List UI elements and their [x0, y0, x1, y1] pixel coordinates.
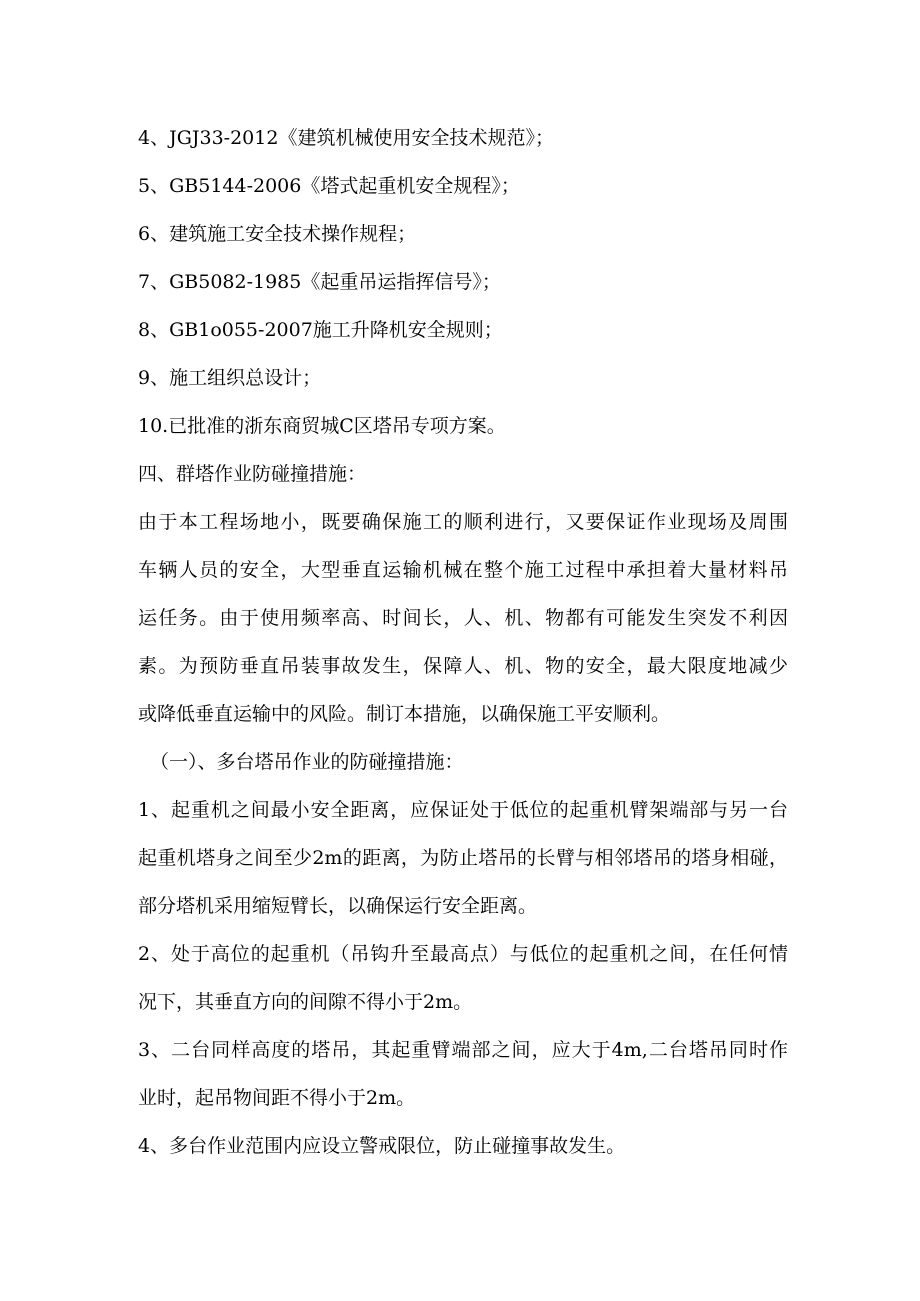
- measure-line: 4、多台作业范围内应设立警戒限位，防止碰撞事故发生。: [138, 1135, 626, 1157]
- section-heading: 四、群塔作业防碰撞措施：: [138, 463, 367, 485]
- paragraph-line: 由于本工程场地小，既要确保施工的顺利进行，又要保证作业现场及周围: [138, 511, 788, 533]
- paragraph-line: 素。为预防垂直吊装事故发生，保障人、机、物的安全，最大限度地减少: [138, 655, 788, 677]
- paragraph-line: 运任务。由于使用频率高、时间长，人、机、物都有可能发生突发不利因: [138, 607, 788, 629]
- reference-item: 4、JGJ33-2012《建筑机械使用安全技术规范》；: [138, 127, 554, 149]
- measure-line: 1、起重机之间最小安全距离，应保证处于低位的起重机臂架端部与另一台: [138, 799, 788, 821]
- measure-line: 2、处于高位的起重机（吊钩升至最高点）与低位的起重机之间，在任何情: [138, 943, 788, 965]
- measure-line: 况下，其垂直方向的间隙不得小于2m。: [138, 991, 473, 1013]
- paragraph-line: 车辆人员的安全，大型垂直运输机械在整个施工过程中承担着大量材料吊: [138, 559, 788, 581]
- reference-item: 8、GB1o055-2007施工升降机安全规则；: [138, 319, 503, 341]
- reference-item: 10.已批准的浙东商贸城C区塔吊专项方案。: [138, 415, 506, 437]
- reference-item: 5、GB5144-2006《塔式起重机安全规程》；: [138, 175, 520, 197]
- reference-item: 6、建筑施工安全技术操作规程；: [138, 223, 417, 245]
- reference-item: 9、施工组织总设计；: [138, 367, 322, 389]
- measure-line: 3、二台同样高度的塔吊，其起重臂端部之间，应大于4m,二台塔吊同时作: [138, 1039, 788, 1061]
- measure-line: 部分塔机采用缩短臂长，以确保运行安全距离。: [138, 895, 538, 917]
- reference-item: 7、GB5082-1985《起重吊运指挥信号》；: [138, 271, 501, 293]
- subsection-heading: （一）、多台塔吊作业的防碰撞措施：: [150, 751, 464, 773]
- measure-line: 起重机塔身之间至少2m的距离，为防止塔吊的长臂与相邻塔吊的塔身相碰，: [138, 847, 788, 869]
- measure-line: 业时，起吊物间距不得小于2m。: [138, 1087, 416, 1109]
- paragraph-line: 或降低垂直运输中的风险。制订本措施，以确保施工平安顺利。: [138, 703, 671, 725]
